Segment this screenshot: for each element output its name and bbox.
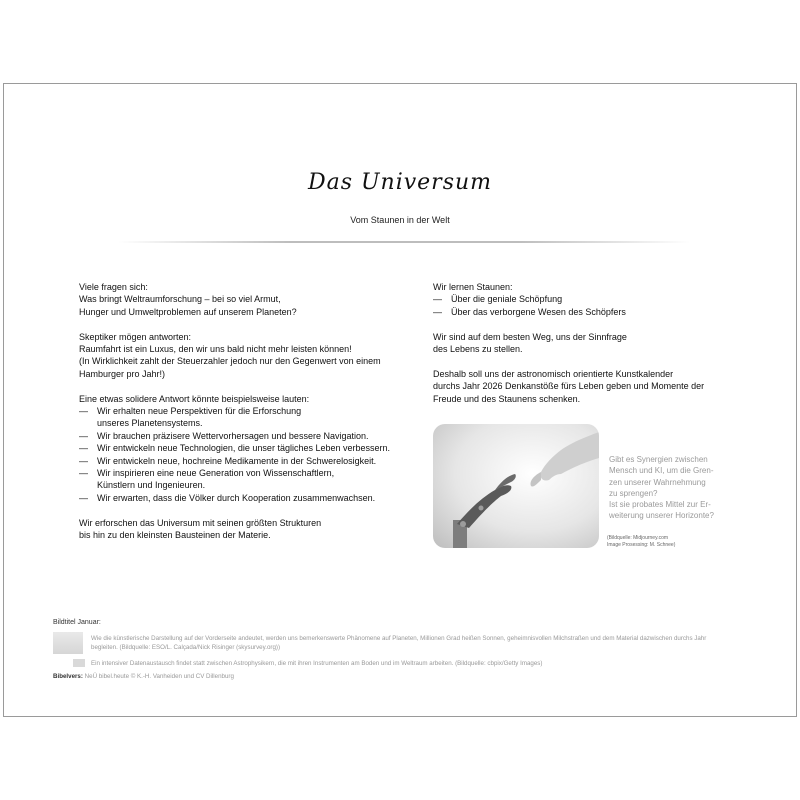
dash-marker: — xyxy=(433,294,442,305)
caption-line: Mensch und KI, um die Gren- xyxy=(609,466,714,476)
text-line: Hamburger pro Jahr!) xyxy=(79,368,166,379)
text-line: Freude und des Staunens schenken. xyxy=(433,393,581,404)
caption-line: weiterung unserer Horizonte? xyxy=(609,511,714,521)
list-item-continuation: unseres Planetensystems. xyxy=(97,418,203,429)
list-item-text: Wir inspirieren eine neue Generation von Wissenschaftlern, xyxy=(97,468,335,479)
text-line: des Lebens zu stellen. xyxy=(433,344,523,355)
list-item-text: Wir entwickeln neue, hochreine Medikamente in der Schwerelosigkeit. xyxy=(97,455,377,466)
credit-line: (Bildquelle: Midjourney.com xyxy=(607,535,669,541)
hands-illustration xyxy=(433,424,599,548)
footer-text-inset: Ein intensiver Datenaustausch findet statt zwischen Astrophysikern, die mit ihren Instrumenten am Boden und im Weltraum arbeiten. (Bildquelle: cbpix/Getty Images) xyxy=(91,660,543,667)
text-line: Was bringt Weltraumforschung – bei so viel Armut, xyxy=(79,294,281,305)
left-column xyxy=(79,281,419,541)
list-item-text: Wir brauchen präzisere Wettervorhersagen und bessere Navigation. xyxy=(97,430,369,441)
dash-marker: — xyxy=(79,406,88,417)
dash-marker: — xyxy=(433,306,442,317)
text-line: Wir erforschen das Universum mit seinen größten Strukturen xyxy=(79,517,322,528)
image-caption xyxy=(609,454,734,522)
text-line: bis hin zu den kleinsten Bausteinen der Materie. xyxy=(79,530,271,541)
list-item xyxy=(79,492,419,504)
dash-marker: — xyxy=(79,468,88,479)
dash-marker: — xyxy=(79,492,88,503)
january-thumbnail-front xyxy=(53,632,83,654)
caption-line: zen unserer Wahrnehmung xyxy=(609,477,706,487)
footer-label: Bildtitel Januar: xyxy=(53,619,101,626)
text-line: Viele fragen sich: xyxy=(79,282,148,292)
list-item-text: Wir entwickeln neue Technologien, die unser tägliches Leben verbessern. xyxy=(97,443,391,454)
list-item xyxy=(79,455,419,467)
caption-line: zu sprengen? xyxy=(609,488,658,498)
dash-marker: — xyxy=(79,455,88,466)
text-line: Wir sind auf dem besten Weg, uns der Sinnfrage xyxy=(433,331,627,342)
page-subtitle: Vom Staunen in der Welt xyxy=(350,215,450,225)
text-line: Raumfahrt ist ein Luxus, den wir uns bald nicht mehr leisten können! xyxy=(79,344,352,355)
text-line: Skeptiker mögen antworten: xyxy=(79,331,192,342)
text-line: Eine etwas solidere Antwort könnte beispielsweise lauten: xyxy=(79,393,310,404)
january-thumbnail-inset xyxy=(73,659,85,667)
text-line: Hunger und Umweltproblemen auf unserem Planeten? xyxy=(79,306,297,317)
image-credit xyxy=(607,535,727,549)
text-line: (In Wirklichkeit zahlt der Steuerzahler jedoch nur den Gegenwert von einem xyxy=(79,356,381,367)
list-item xyxy=(79,405,419,417)
credit-line: Image Prosessing: M. Schnee) xyxy=(607,542,676,548)
list-item xyxy=(79,442,419,454)
text-line: durchs Jahr 2026 Denkanstöße fürs Leben geben und Momente der xyxy=(433,381,705,392)
robot-human-hands-image xyxy=(433,424,599,548)
list-item-text: Über das verborgene Wesen des Schöpfers xyxy=(451,306,626,317)
list-item-continuation: Künstlern und Ingenieuren. xyxy=(97,480,206,491)
list-item-text: Wir erwarten, dass die Völker durch Kooperation zusammenwachsen. xyxy=(97,492,376,503)
list-item xyxy=(433,306,733,318)
right-column xyxy=(433,281,733,405)
text-line: Wir lernen Staunen: xyxy=(433,282,513,292)
bible-verse-label: Bibelvers: xyxy=(53,673,83,680)
caption-line: Ist sie probates Mittel zur Er- xyxy=(609,500,711,510)
dash-marker: — xyxy=(79,443,88,454)
list-item xyxy=(79,467,419,479)
title-divider xyxy=(118,241,690,243)
caption-line: Gibt es Synergien zwischen xyxy=(609,455,708,464)
list-item-text: Über die geniale Schöpfung xyxy=(451,294,563,305)
page-title: Das Universum xyxy=(307,170,493,195)
list-item-text: Wir erhalten neue Perspektiven für die Erforschung xyxy=(97,406,302,417)
dash-marker: — xyxy=(79,430,88,441)
list-item xyxy=(79,430,419,442)
bible-verse-credit xyxy=(53,673,234,680)
bible-verse-text: NeÜ bibel.heute © K.-H. Vanheiden und CV Dillenburg xyxy=(84,673,234,680)
text-line: Deshalb soll uns der astronomisch orientierte Kunstkalender xyxy=(433,368,674,379)
footer-text-front: Wie die künstlerische Darstellung auf der Vorderseite andeutet, werden uns bemerkenswerte Phänomene auf Planeten, Millionen Grad heißen Sonnen, geheimnisvollen Milchstraßen und dem Material dazwischen durchs Jahr begleiten. (Bildquelle: ESO/L. Calçada/Nick Risinger (skysurvey.org)) xyxy=(91,635,707,651)
list-item xyxy=(433,293,733,305)
